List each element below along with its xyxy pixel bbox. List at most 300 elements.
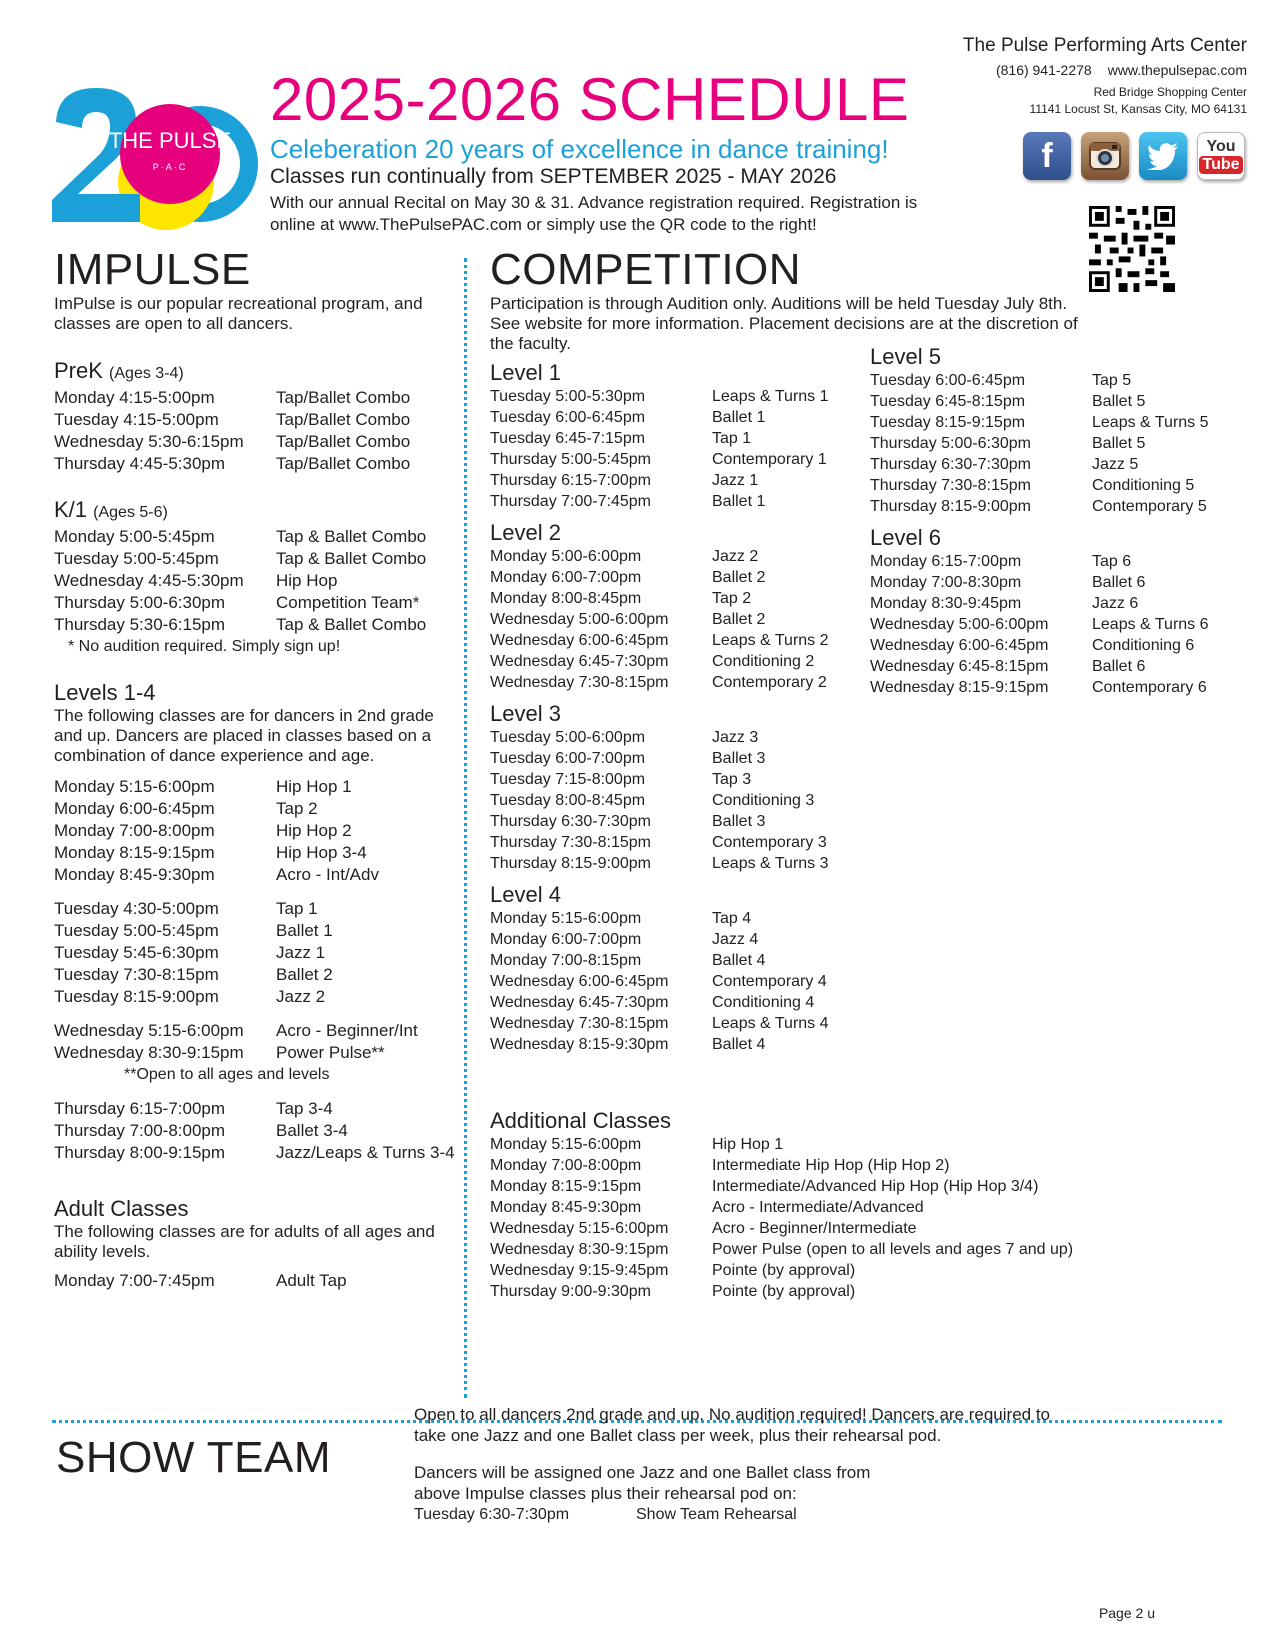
instagram-camera-glyph xyxy=(1088,139,1122,173)
class-name: Tap 2 xyxy=(276,799,318,818)
level6-heading: Level 6 xyxy=(870,525,941,550)
schedule-row xyxy=(870,412,1220,433)
class-time: Monday 6:00-7:00pm xyxy=(490,569,642,586)
class-time: Tuesday 6:00-6:45pm xyxy=(870,372,1026,389)
class-name: Jazz 5 xyxy=(1092,456,1139,473)
schedule-row xyxy=(870,475,1220,496)
facebook-icon[interactable] xyxy=(1023,132,1071,180)
class-name: Ballet 6 xyxy=(1092,574,1146,591)
class-name: Hip Hop 2 xyxy=(276,821,352,840)
schedule-row xyxy=(54,1020,444,1042)
class-time: Thursday 9:00-9:30pm xyxy=(490,1283,651,1300)
org-location-line-2: 11141 Locust St, Kansas City, MO 64131 xyxy=(1029,102,1247,116)
levels-intro: The following classes are for dancers in 2nd grade and up. Dancers are placed in classes based on a combination of dance experience and age. xyxy=(54,706,434,765)
schedule-row xyxy=(870,551,1220,572)
class-name: Ballet 1 xyxy=(276,921,333,940)
show-team-rehearsal-row xyxy=(414,1504,1074,1525)
twitter-icon[interactable] xyxy=(1139,132,1187,180)
schedule-row xyxy=(490,588,850,609)
level4-heading: Level 4 xyxy=(490,882,561,907)
class-time: Tuesday 6:00-6:45pm xyxy=(490,409,646,426)
class-time: Tuesday 5:00-6:00pm xyxy=(490,729,646,746)
instagram-icon[interactable] xyxy=(1081,132,1129,180)
levels-wednesday-schedule xyxy=(54,1020,444,1064)
class-time: Wednesday 8:30-9:15pm xyxy=(490,1241,669,1258)
class-time: Monday 5:15-6:00pm xyxy=(490,910,642,927)
class-name: Jazz 4 xyxy=(712,931,759,948)
class-name: Jazz 2 xyxy=(276,987,326,1006)
class-time: Wednesday 8:15-9:30pm xyxy=(490,1036,669,1053)
schedule-row xyxy=(870,656,1220,677)
class-name: Leaps & Turns 1 xyxy=(712,388,829,405)
show-team-para-1: Open to all dancers 2nd grade and up. No audition required! Dancers are required to take one Jazz and one Ballet class per week, plus their rehearsal pod. xyxy=(414,1405,1051,1445)
level5-schedule xyxy=(870,370,1220,517)
logo-text: THE PULSE xyxy=(108,128,232,153)
class-time: Tuesday 8:00-8:45pm xyxy=(490,792,646,809)
class-time: Thursday 5:30-6:15pm xyxy=(54,615,226,634)
schedule-row xyxy=(54,798,444,820)
class-time: Thursday 6:30-7:30pm xyxy=(870,456,1031,473)
class-name: Tap 3 xyxy=(712,771,752,788)
class-name: Ballet 2 xyxy=(712,611,766,628)
class-name: Hip Hop 1 xyxy=(712,1136,784,1153)
class-time: Wednesday 8:15-9:15pm xyxy=(870,679,1049,696)
class-name: Tap & Ballet Combo xyxy=(276,615,427,634)
social-links xyxy=(1023,132,1245,180)
class-time: Thursday 5:00-5:45pm xyxy=(490,451,651,468)
schedule-row xyxy=(490,811,850,832)
class-name: Pointe (by approval) xyxy=(712,1262,856,1279)
schedule-row xyxy=(490,971,850,992)
power-pulse-note: **Open to all ages and levels xyxy=(124,1066,330,1083)
schedule-row xyxy=(54,614,444,636)
class-name: Tap 6 xyxy=(1092,553,1132,570)
class-name: Competition Team* xyxy=(276,593,420,612)
season-dates: Classes run continually from SEPTEMBER 2025 - MAY 2026 xyxy=(270,165,837,188)
k1-heading xyxy=(54,497,444,526)
class-time: Tuesday 5:00-5:45pm xyxy=(54,549,219,568)
schedule-row xyxy=(870,454,1220,475)
schedule-row xyxy=(870,496,1220,517)
schedule-row xyxy=(490,630,850,651)
class-time: Tuesday 5:00-5:45pm xyxy=(54,921,219,940)
class-name: Jazz 1 xyxy=(712,472,759,489)
class-time: Monday 7:00-8:30pm xyxy=(870,574,1022,591)
show-team-para-2: Dancers will be assigned one Jazz and one Ballet class from above Impulse classes plus their rehearsal pod on: xyxy=(414,1463,871,1503)
level6-schedule xyxy=(870,551,1220,698)
class-name: Hip Hop xyxy=(276,571,338,590)
class-name: Tap/Ballet Combo xyxy=(276,410,411,429)
schedule-row xyxy=(870,593,1220,614)
class-time: Tuesday 4:15-5:00pm xyxy=(54,410,219,429)
class-time: Wednesday 5:15-6:00pm xyxy=(54,1021,244,1040)
schedule-row xyxy=(490,386,850,407)
schedule-row xyxy=(490,546,850,567)
class-time: Tuesday 6:45-7:15pm xyxy=(490,430,646,447)
logo-pink-circle xyxy=(120,104,220,204)
class-name: Conditioning 4 xyxy=(712,994,815,1011)
class-time: Monday 5:00-5:45pm xyxy=(54,527,215,546)
class-name: Acro - Intermediate/Advanced xyxy=(712,1199,924,1216)
class-time: Monday 7:00-8:00pm xyxy=(490,1157,642,1174)
class-name: Power Pulse (open to all levels and ages 7 and up) xyxy=(712,1241,1074,1258)
schedule-row xyxy=(54,986,444,1008)
schedule-row xyxy=(490,672,850,693)
schedule-row xyxy=(490,853,850,874)
class-time: Monday 6:15-7:00pm xyxy=(870,553,1022,570)
class-time: Tuesday 7:30-8:15pm xyxy=(54,965,219,984)
qr-code[interactable] xyxy=(1089,206,1175,292)
schedule-row xyxy=(870,572,1220,593)
competition-right-column xyxy=(870,344,1220,698)
level5-heading: Level 5 xyxy=(870,344,941,369)
impulse-intro: ImPulse is our popular recreational program, and classes are open to all dancers. xyxy=(54,294,423,333)
class-name: Ballet 1 xyxy=(712,493,766,510)
schedule-row xyxy=(54,1120,444,1142)
class-name: Ballet 3-4 xyxy=(276,1121,348,1140)
class-name: Tap/Ballet Combo xyxy=(276,432,411,451)
class-time: Tuesday 8:15-9:00pm xyxy=(54,987,219,1006)
class-time: Wednesday 6:45-8:15pm xyxy=(870,658,1049,675)
class-name: Contemporary 5 xyxy=(1092,498,1207,515)
competition-intro: Participation is through Audition only. Auditions will be held Tuesday July 8th. See website for more information. Placement decisions are at the discretion of the faculty. xyxy=(490,294,1078,353)
schedule-row xyxy=(490,832,850,853)
additional-classes-section xyxy=(490,1108,1210,1302)
org-contact xyxy=(867,60,1247,80)
schedule-row xyxy=(490,651,850,672)
class-name: Contemporary 4 xyxy=(712,973,827,990)
schedule-row xyxy=(54,409,444,431)
adult-intro: The following classes are for adults of all ages and ability levels. xyxy=(54,1222,435,1261)
class-time: Thursday 4:45-5:30pm xyxy=(54,454,226,473)
class-time: Thursday 7:30-8:15pm xyxy=(490,834,651,851)
schedule-row xyxy=(490,1034,850,1055)
schedule-row xyxy=(54,964,444,986)
prek-ages: (Ages 3-4) xyxy=(109,365,184,382)
class-time: Wednesday 7:30-8:15pm xyxy=(490,1015,669,1032)
schedule-title: 2025-2026 SCHEDULE xyxy=(270,66,910,133)
class-name: Conditioning 5 xyxy=(1092,477,1195,494)
class-time: Wednesday 5:15-6:00pm xyxy=(490,1220,669,1237)
class-name: Contemporary 2 xyxy=(712,674,827,691)
class-time: Thursday 5:00-6:30pm xyxy=(870,435,1031,452)
schedule-row xyxy=(54,570,444,592)
level3-schedule xyxy=(490,727,850,874)
class-name: Tap 2 xyxy=(712,590,752,607)
levels-heading: Levels 1-4 xyxy=(54,680,156,705)
header-block xyxy=(270,66,970,236)
class-time: Wednesday 4:45-5:30pm xyxy=(54,571,244,590)
levels-monday-schedule xyxy=(54,776,444,886)
class-time: Wednesday 8:30-9:15pm xyxy=(54,1043,244,1062)
schedule-row xyxy=(54,526,444,548)
class-time: Monday 5:00-6:00pm xyxy=(490,548,642,565)
show-team-details xyxy=(414,1404,1074,1525)
org-name: The Pulse Performing Arts Center xyxy=(962,35,1247,56)
level4-schedule xyxy=(490,908,850,1055)
schedule-row xyxy=(54,1098,444,1120)
schedule-row xyxy=(490,790,850,811)
level2-schedule xyxy=(490,546,850,693)
class-name: Intermediate Hip Hop (Hip Hop 2) xyxy=(712,1157,950,1174)
class-name: Tap & Ballet Combo xyxy=(276,527,427,546)
class-name: Tap 1 xyxy=(712,430,752,447)
org-location-line-1: Red Bridge Shopping Center xyxy=(1093,85,1247,99)
intro-text xyxy=(270,192,970,236)
class-time: Monday 8:45-9:30pm xyxy=(490,1199,642,1216)
class-time: Wednesday 6:00-6:45pm xyxy=(490,632,669,649)
k1-ages: (Ages 5-6) xyxy=(93,504,168,521)
class-time: Thursday 6:30-7:30pm xyxy=(490,813,651,830)
schedule-row xyxy=(490,769,850,790)
class-name: Ballet 4 xyxy=(712,1036,766,1053)
class-time: Tuesday 6:00-7:00pm xyxy=(490,750,646,767)
page-number: Page 2 u xyxy=(1098,1605,1155,1621)
schedule-row xyxy=(54,1042,444,1064)
schedule-row xyxy=(54,820,444,842)
class-name: Tap 5 xyxy=(1092,372,1132,389)
class-name: Adult Tap xyxy=(276,1271,347,1290)
class-name: Tap 4 xyxy=(712,910,752,927)
schedule-row xyxy=(490,908,850,929)
class-name: Conditioning 3 xyxy=(712,792,815,809)
class-time: Wednesday 5:30-6:15pm xyxy=(54,432,244,451)
schedule-row xyxy=(54,842,444,864)
k1-schedule xyxy=(54,526,444,636)
class-name: Contemporary 6 xyxy=(1092,679,1207,696)
class-time: Monday 4:15-5:00pm xyxy=(54,388,215,407)
intro-line-1: With our annual Recital on May 30 & 31. Advance registration required. Registration is xyxy=(270,193,918,212)
class-time: Monday 6:00-7:00pm xyxy=(490,931,642,948)
schedule-row xyxy=(54,864,444,886)
level2-heading: Level 2 xyxy=(490,520,561,545)
prek-heading xyxy=(54,358,444,387)
class-time: Thursday 8:15-9:00pm xyxy=(490,855,651,872)
schedule-row xyxy=(54,431,444,453)
rehearsal-time: Tuesday 6:30-7:30pm xyxy=(414,1506,570,1523)
levels-thursday-schedule xyxy=(54,1098,455,1164)
k1-note: * No audition required. Simply sign up! xyxy=(68,638,341,655)
class-name: Acro - Int/Adv xyxy=(276,865,379,884)
class-name: Leaps & Turns 3 xyxy=(712,855,829,872)
schedule-row xyxy=(490,1260,1210,1281)
schedule-row xyxy=(870,370,1220,391)
level3-heading: Level 3 xyxy=(490,701,561,726)
class-time: Tuesday 6:45-8:15pm xyxy=(870,393,1026,410)
schedule-row xyxy=(490,1281,1210,1302)
class-name: Tap & Ballet Combo xyxy=(276,549,427,568)
schedule-row xyxy=(490,727,850,748)
schedule-row xyxy=(490,992,850,1013)
class-time: Thursday 7:00-8:00pm xyxy=(54,1121,226,1140)
schedule-row xyxy=(490,1218,1210,1239)
logo-sub: P·A·C xyxy=(152,162,188,172)
class-time: Wednesday 6:00-6:45pm xyxy=(490,973,669,990)
adult-heading: Adult Classes xyxy=(54,1196,189,1221)
schedule-row xyxy=(490,428,850,449)
schedule-row xyxy=(490,1013,850,1034)
schedule-row xyxy=(490,1176,1210,1197)
class-time: Tuesday 4:30-5:00pm xyxy=(54,899,219,918)
class-name: Ballet 1 xyxy=(712,409,766,426)
schedule-row xyxy=(870,433,1220,454)
schedule-row xyxy=(490,1197,1210,1218)
prek-heading-text: PreK xyxy=(54,358,103,383)
schedule-row xyxy=(54,942,444,964)
org-location xyxy=(867,84,1247,118)
pulse-20-logo xyxy=(48,82,258,232)
class-name: Leaps & Turns 5 xyxy=(1092,414,1209,431)
class-time: Monday 8:30-9:45pm xyxy=(870,595,1022,612)
schedule-row xyxy=(54,453,444,475)
tagline: Celeberation 20 years of excellence in dance training! xyxy=(270,134,889,164)
class-name: Tap 1 xyxy=(276,899,318,918)
class-name: Power Pulse** xyxy=(276,1043,385,1062)
rehearsal-label: Show Team Rehearsal xyxy=(636,1506,797,1523)
schedule-row xyxy=(870,391,1220,412)
class-time: Thursday 8:15-9:00pm xyxy=(870,498,1031,515)
class-time: Monday 7:00-7:45pm xyxy=(54,1271,215,1290)
youtube-label-tube: Tube xyxy=(1199,156,1242,174)
schedule-row xyxy=(490,609,850,630)
class-time: Monday 8:15-9:15pm xyxy=(54,843,215,862)
class-time: Tuesday 8:15-9:15pm xyxy=(870,414,1026,431)
competition-title: COMPETITION xyxy=(490,245,802,294)
twitter-bird-glyph xyxy=(1147,142,1179,170)
class-time: Monday 5:15-6:00pm xyxy=(490,1136,642,1153)
class-name: Ballet 5 xyxy=(1092,393,1146,410)
schedule-row xyxy=(54,548,444,570)
class-time: Thursday 7:00-7:45pm xyxy=(490,493,651,510)
level1-heading: Level 1 xyxy=(490,360,561,385)
schedule-row xyxy=(490,950,850,971)
schedule-row xyxy=(54,1270,444,1292)
class-time: Monday 8:45-9:30pm xyxy=(54,865,215,884)
class-name: Contemporary 1 xyxy=(712,451,827,468)
prek-schedule xyxy=(54,387,444,475)
class-name: Conditioning 6 xyxy=(1092,637,1195,654)
class-time: Thursday 6:15-7:00pm xyxy=(490,472,651,489)
level1-schedule xyxy=(490,386,850,512)
schedule-row xyxy=(490,748,850,769)
class-name: Hip Hop 1 xyxy=(276,777,352,796)
schedule-row xyxy=(490,1155,1210,1176)
adult-schedule xyxy=(54,1270,444,1292)
youtube-icon[interactable] xyxy=(1197,132,1245,180)
schedule-row xyxy=(870,635,1220,656)
class-name: Leaps & Turns 6 xyxy=(1092,616,1209,633)
class-time: Thursday 5:00-6:30pm xyxy=(54,593,226,612)
competition-header xyxy=(490,246,1090,354)
class-time: Wednesday 5:00-6:00pm xyxy=(870,616,1049,633)
org-website[interactable]: www.thepulsepac.com xyxy=(1107,62,1247,78)
schedule-row xyxy=(490,491,850,512)
class-name: Jazz 2 xyxy=(712,548,759,565)
class-time: Monday 8:00-8:45pm xyxy=(490,590,642,607)
facebook-glyph: f xyxy=(1041,136,1053,175)
class-name: Acro - Beginner/Int xyxy=(276,1021,418,1040)
class-time: Tuesday 5:45-6:30pm xyxy=(54,943,219,962)
impulse-section xyxy=(54,245,455,1292)
class-name: Contemporary 3 xyxy=(712,834,827,851)
schedule-row xyxy=(54,898,444,920)
class-time: Thursday 6:15-7:00pm xyxy=(54,1099,226,1118)
class-time: Monday 8:15-9:15pm xyxy=(490,1178,642,1195)
schedule-row xyxy=(490,407,850,428)
class-time: Monday 6:00-6:45pm xyxy=(54,799,215,818)
class-name: Ballet 6 xyxy=(1092,658,1146,675)
levels-tuesday-schedule xyxy=(54,898,444,1008)
class-name: Pointe (by approval) xyxy=(712,1283,856,1300)
schedule-row xyxy=(54,920,444,942)
class-time: Monday 7:00-8:00pm xyxy=(54,821,215,840)
class-name: Ballet 3 xyxy=(712,813,766,830)
class-time: Thursday 8:00-9:15pm xyxy=(54,1143,226,1162)
impulse-title: IMPULSE xyxy=(54,245,251,294)
schedule-row xyxy=(490,1239,1210,1260)
schedule-row xyxy=(54,1142,455,1164)
class-time: Wednesday 7:30-8:15pm xyxy=(490,674,669,691)
additional-schedule xyxy=(490,1134,1210,1302)
intro-line-2: online at www.ThePulsePAC.com or simply use the QR code to the right! xyxy=(270,215,817,234)
class-time: Tuesday 5:00-5:30pm xyxy=(490,388,646,405)
class-name: Jazz 3 xyxy=(712,729,759,746)
youtube-label-you: You xyxy=(1206,138,1236,155)
show-team-title: SHOW TEAM xyxy=(56,1433,332,1482)
k1-heading-text: K/1 xyxy=(54,497,88,522)
schedule-row xyxy=(490,449,850,470)
class-time: Wednesday 6:45-7:30pm xyxy=(490,994,669,1011)
class-name: Ballet 4 xyxy=(712,952,766,969)
class-name: Ballet 3 xyxy=(712,750,766,767)
class-name: Jazz 6 xyxy=(1092,595,1139,612)
class-time: Monday 7:00-8:15pm xyxy=(490,952,642,969)
schedule-row xyxy=(870,677,1220,698)
class-time: Thursday 7:30-8:15pm xyxy=(870,477,1031,494)
class-time: Wednesday 5:00-6:00pm xyxy=(490,611,669,628)
schedule-row xyxy=(54,776,444,798)
class-name: Ballet 2 xyxy=(276,965,333,984)
class-time: Wednesday 9:15-9:45pm xyxy=(490,1262,669,1279)
class-name: Leaps & Turns 2 xyxy=(712,632,829,649)
class-name: Jazz 1 xyxy=(276,943,326,962)
class-name: Hip Hop 3-4 xyxy=(276,843,367,862)
schedule-row xyxy=(870,614,1220,635)
schedule-row xyxy=(490,567,850,588)
class-time: Wednesday 6:00-6:45pm xyxy=(870,637,1049,654)
class-name: Jazz/Leaps & Turns 3-4 xyxy=(276,1143,455,1162)
competition-left-column xyxy=(490,360,850,1055)
column-divider xyxy=(464,258,467,1398)
class-time: Wednesday 6:45-7:30pm xyxy=(490,653,669,670)
schedule-row xyxy=(54,592,444,614)
schedule-row xyxy=(54,387,444,409)
show-team-heading-block xyxy=(56,1434,396,1482)
class-name: Tap/Ballet Combo xyxy=(276,388,411,407)
class-name: Conditioning 2 xyxy=(712,653,815,670)
class-name: Acro - Beginner/Intermediate xyxy=(712,1220,917,1237)
class-name: Leaps & Turns 4 xyxy=(712,1015,829,1032)
org-info xyxy=(867,34,1247,118)
schedule-row xyxy=(490,929,850,950)
class-name: Ballet 2 xyxy=(712,569,766,586)
class-time: Tuesday 7:15-8:00pm xyxy=(490,771,646,788)
org-phone[interactable]: (816) 941-2278 xyxy=(995,62,1092,78)
class-time: Monday 5:15-6:00pm xyxy=(54,777,215,796)
class-name: Tap/Ballet Combo xyxy=(276,454,411,473)
class-name: Tap 3-4 xyxy=(276,1099,333,1118)
class-name: Intermediate/Advanced Hip Hop (Hip Hop 3/4) xyxy=(712,1178,1039,1195)
